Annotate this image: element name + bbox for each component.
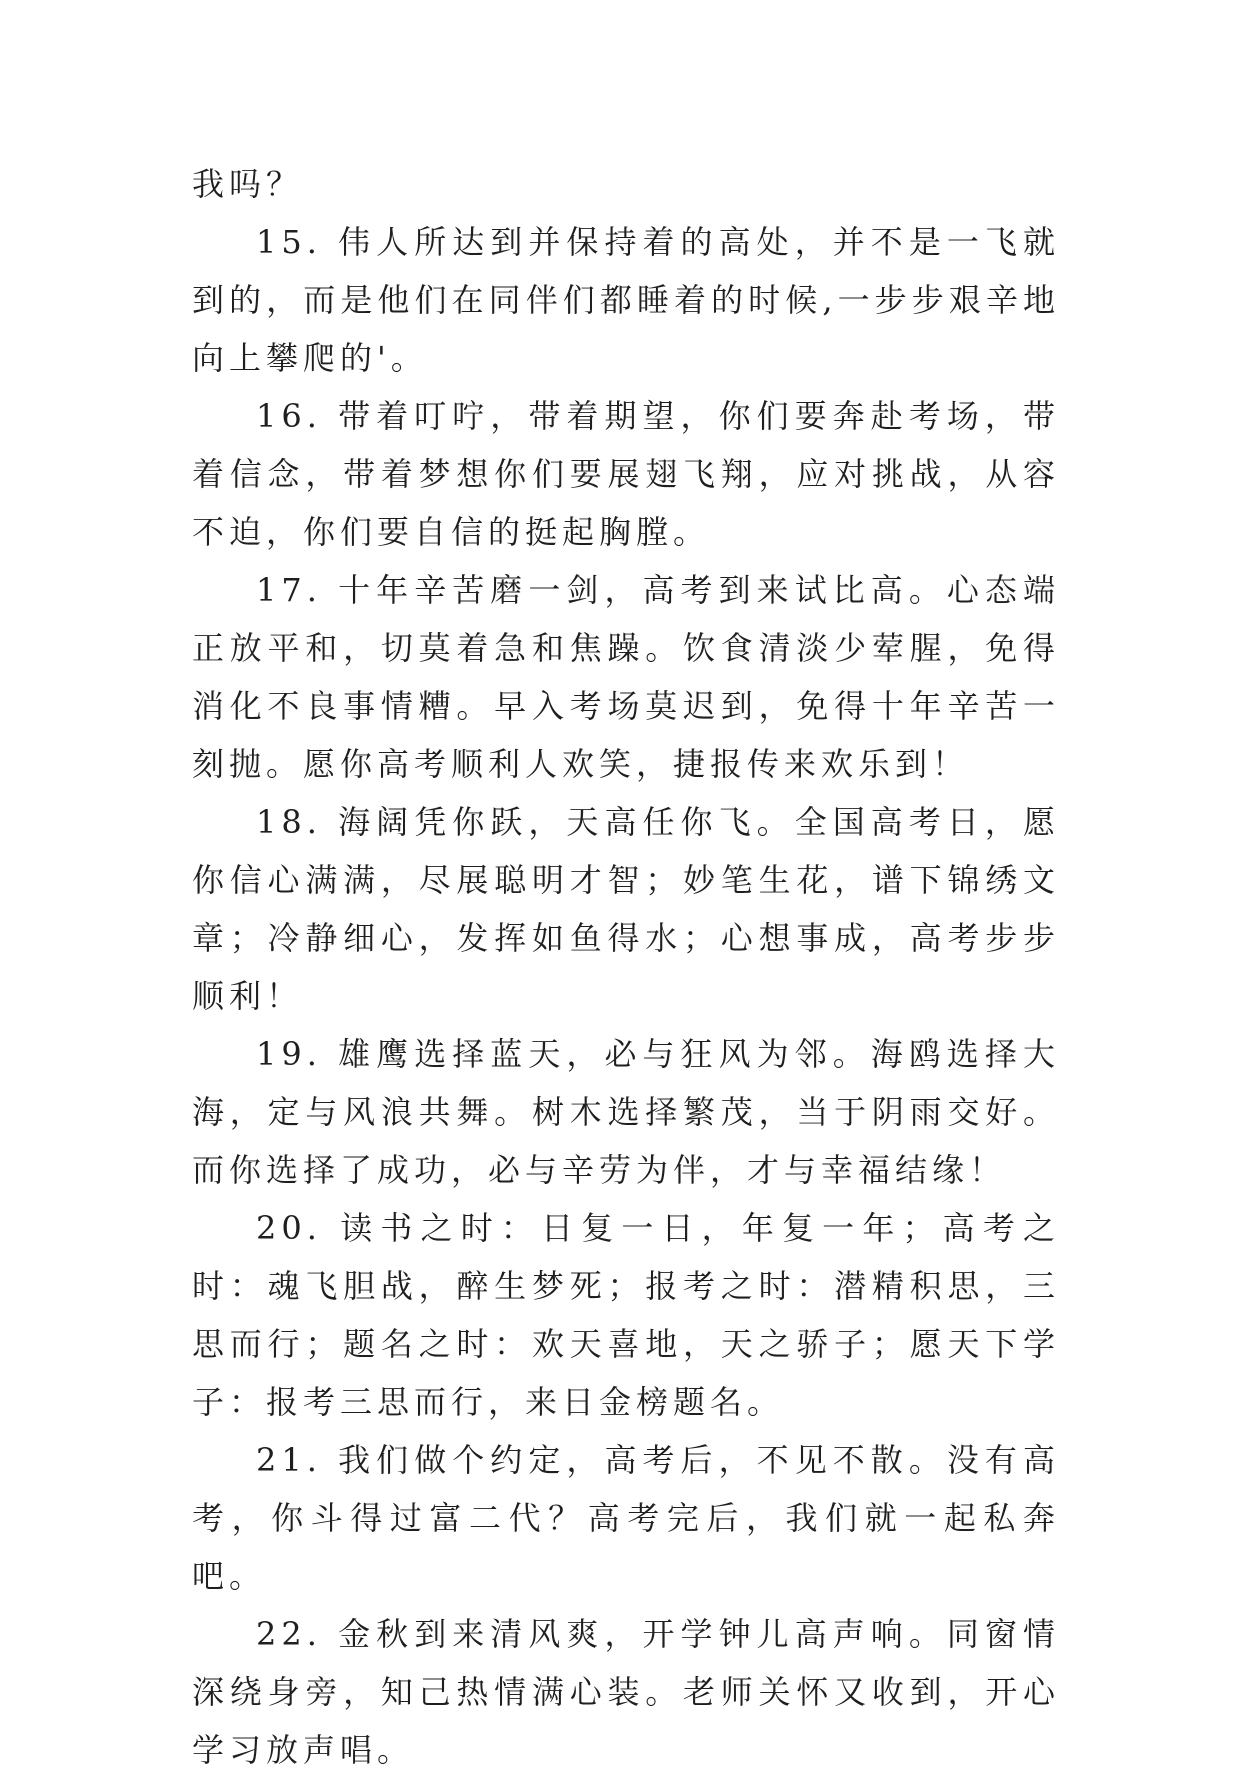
paragraph-continuation: 我吗？ (192, 165, 304, 203)
paragraph-21: 21. 我们做个约定，高考后，不见不散。没有高考，你斗得过富二代？高考完后，我们就一起私奔吧。 (192, 1441, 1060, 1595)
paragraph-15: 15. 伟人所达到并保持着的高处，并不是一飞就到的，而是他们在同伴们都睡着的时候,一步步艰辛地向上攀爬的'。 (192, 223, 1060, 377)
paragraph-17: 17. 十年辛苦磨一剑，高考到来试比高。心态端正放平和，切莫着急和焦躁。饮食清淡少荤腥，免得消化不良事情糟。早入考场莫迟到，免得十年辛苦一刻抛。愿你高考顺利人欢笑，捷报传来欢乐到！ (192, 571, 1060, 783)
paragraph-20: 20. 读书之时：日复一日，年复一年；高考之时：魂飞胆战，醉生梦死；报考之时：潜精积思，三思而行；题名之时：欢天喜地，天之骄子；愿天下学子：报考三思而行，来日金榜题名。 (192, 1209, 1060, 1421)
paragraph-16: 16. 带着叮咛，带着期望，你们要奔赴考场，带着信念，带着梦想你们要展翅飞翔，应对挑战，从容不迫，你们要自信的挺起胸膛。 (192, 397, 1060, 551)
paragraph-18: 18. 海阔凭你跃，天高任你飞。全国高考日，愿你信心满满，尽展聪明才智；妙笔生花，谱下锦绣文章；冷静细心，发挥如鱼得水；心想事成，高考步步顺利！ (192, 803, 1060, 1015)
document-body (192, 155, 1060, 1779)
paragraph-19: 19. 雄鹰选择蓝天，必与狂风为邻。海鸥选择大海，定与风浪共舞。树木选择繁茂，当于阴雨交好。而你选择了成功，必与辛劳为伴，才与幸福结缘！ (192, 1035, 1060, 1189)
paragraph-22: 22. 金秋到来清风爽，开学钟儿高声响。同窗情深绕身旁，知己热情满心装。老师关怀又收到，开心学习放声唱。 (192, 1615, 1060, 1769)
